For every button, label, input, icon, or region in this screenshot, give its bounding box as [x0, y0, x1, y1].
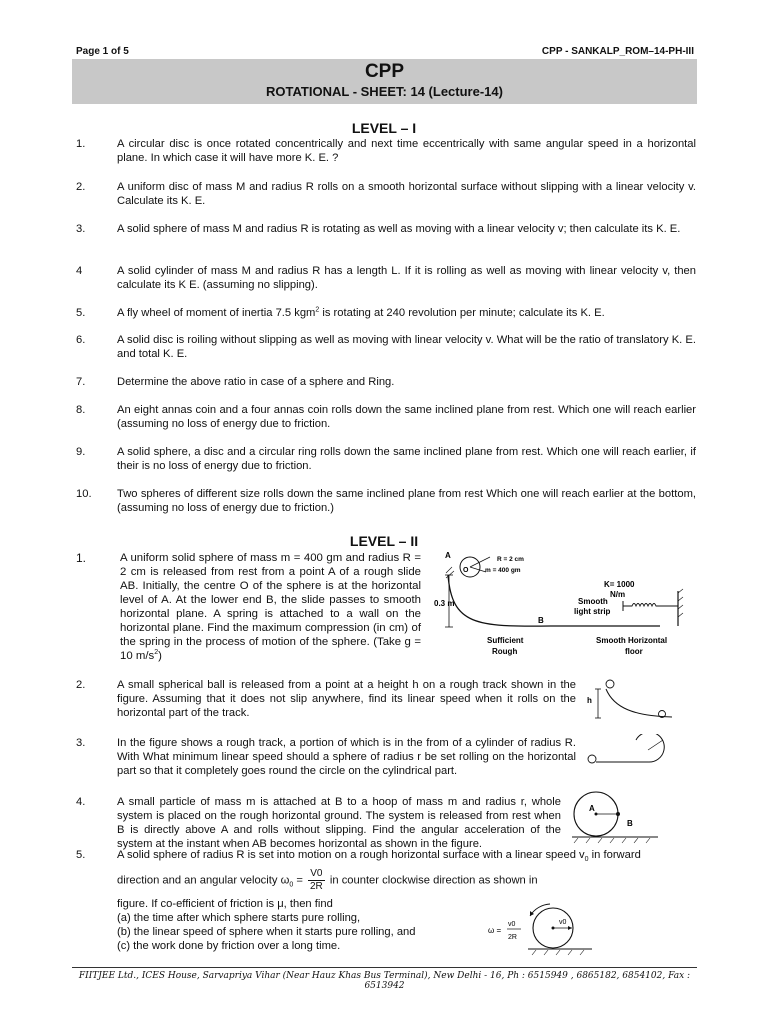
question-number: 2.: [76, 679, 86, 691]
label-floor-2: floor: [625, 647, 643, 656]
level-2-heading: LEVEL – II: [349, 533, 419, 549]
question-text: Two spheres of different size rolls down the same inclined plane from rest Which one will reach earlier at the bottom, (assuming no loss of energy due to friction.): [117, 488, 696, 514]
label-o: O: [463, 567, 469, 574]
question-l1-8: [76, 403, 696, 431]
track: [606, 689, 672, 717]
question-number: 3.: [76, 737, 86, 749]
part-b: (b) the linear speed of sphere when it starts pure rolling, and: [117, 926, 416, 938]
label-floor-1: Smooth Horizontal: [596, 636, 668, 645]
question-number: 2.: [76, 181, 86, 193]
question-l1-1: [76, 137, 696, 165]
question-l1-7: [76, 375, 696, 389]
sheet-code: CPP - SANKALP_ROM–14-PH-III: [541, 46, 694, 57]
question-text: A circular disc is once rotated concentrically and next time eccentrically with same angular speed in a horizontal plane. In which case it will have more K. E. ?: [117, 138, 696, 164]
question-number: 7.: [76, 376, 86, 388]
question-l2-4: [76, 795, 561, 851]
title-banner: [72, 59, 697, 104]
question-number: 1.: [76, 138, 86, 150]
question-l1-4: [76, 264, 696, 292]
question-text: A solid sphere of mass M and radius R is rotating as well as moving with a linear velocity v; then calculate its K. E.: [117, 223, 681, 235]
question-text: Determine the above ratio in case of a sphere and Ring.: [117, 376, 395, 388]
fraction-numerator: v0: [508, 921, 516, 928]
question-text: A small particle of mass m is attached at B to a hoop of mass m and radius r, whole system is placed on the rough horizontal ground. The system is released from rest when B is directly above A and rolls without slipping. Find the angular acceleration of the system at the instant when AB becomes horizontal as shown in the figure.: [117, 796, 561, 850]
question-text: A fly wheel of moment of inertia 7.5 kgm$^2$ is rotating at 240 revolution per minute; calculate its K. E.: [117, 306, 605, 319]
rolling-sphere-figure: [488, 900, 598, 960]
cylindrical-track-figure: [584, 734, 680, 770]
label-v0: v0: [559, 919, 567, 926]
page-title: CPP: [364, 61, 405, 82]
label-smooth-2: light strip: [574, 607, 611, 616]
part-c: (c) the work done by friction over a long time.: [117, 940, 341, 952]
question-number: 9.: [76, 446, 86, 458]
question-l1-10: [76, 487, 696, 515]
cylinder-arc: [636, 734, 664, 762]
question-l1-9: [76, 445, 696, 473]
question-l2-5: [76, 848, 696, 953]
question-number: 6.: [76, 334, 86, 346]
question-line-3: figure. If co-efficient of friction is μ, then find: [117, 898, 333, 910]
part-a: (a) the time after which sphere starts pure rolling,: [117, 912, 361, 924]
question-number: 5.: [76, 307, 86, 319]
label-a: A: [589, 804, 595, 813]
hoop-figure: [564, 790, 664, 845]
question-number: 8.: [76, 404, 86, 416]
question-line-1: A solid sphere of radius R is set into motion on a rough horizontal surface with a linear speed $v_0$ in forward: [117, 849, 641, 864]
fraction-denominator: 2R: [508, 934, 517, 941]
question-l2-3: [76, 736, 576, 778]
question-text: A small spherical ball is released from a point at a height h on a rough track shown in the figure. Assuming that it does not slip anywhere, find its linear speed when it rolls on the horizontal part of the track.: [117, 679, 576, 719]
question-text: A solid cylinder of mass M and radius R has a length L. If it is rolling as well as moving with linear velocity v, then calculate its K E. (assuming no slipping).: [117, 265, 696, 291]
question-text: A uniform disc of mass M and radius R rolls on a smooth horizontal surface without slipping with a linear velocity v. Calculate its K. E.: [117, 181, 696, 207]
question-number: 10.: [76, 488, 92, 500]
question-l1-2: [76, 180, 696, 208]
ball: [606, 680, 614, 688]
question-l1-3: [76, 222, 696, 236]
question-text: In the figure shows a rough track, a portion of which is in the from of a cylinder of radius R. With What minimum linear speed should a sphere of radius r be set rolling on the horizontal part so that it completely goes round the circle on the cylindrical part.: [117, 737, 576, 777]
spring: [623, 604, 678, 607]
slide-spring-figure: [428, 545, 693, 665]
question-l1-6: [76, 333, 696, 361]
question-number: 4.: [76, 796, 86, 808]
sphere: [588, 755, 596, 763]
question-number: 5.: [76, 849, 86, 861]
page-footer: FIITJEE Ltd., ICES House, Sarvapriya Vihar (Near Hauz Khas Bus Terminal), New Delhi - 16, Ph : 6515949 , 6865182, 6854102, Fax : 6513942: [72, 967, 697, 991]
label-smooth-1: Smooth: [578, 597, 608, 606]
label-mass: m = 400 gm: [485, 567, 521, 574]
question-l2-2: [76, 678, 576, 720]
label-a: A: [445, 551, 451, 560]
label-omega: ω =: [488, 926, 502, 935]
label-k-unit: N/m: [610, 590, 626, 599]
label-b: B: [538, 616, 544, 625]
page-number: Page 1 of 5: [76, 46, 129, 57]
label-radius: R = 2 cm: [497, 556, 524, 563]
fraction: $\frac{V0}{2R}$: [309, 868, 323, 892]
question-text: A uniform solid sphere of mass m = 400 gm and radius R = 2 cm is released from rest from a point A of a rough slide AB. Initially, the centre O of the sphere is at the horizontal level of A. At the lower end B, the slide passes to smooth horizontal plane. A spring is attached to a wall on the horizontal plane. Find the maximum compression (in cm) of the spring in the process of motion of the sphere. (Take g = 10 $m/s^2$): [120, 552, 421, 662]
label-rough-2: Rough: [492, 647, 518, 656]
question-l2-1: [76, 551, 421, 663]
label-h: h: [587, 696, 592, 705]
question-number: 1.: [76, 551, 87, 565]
label-height: 0.3 m: [434, 599, 455, 608]
page-subtitle: ROTATIONAL - SHEET: 14 (Lecture-14): [266, 84, 503, 99]
level-1-heading: LEVEL – I: [351, 120, 417, 136]
question-line-2: direction and an angular velocity $\omega_0$ = $\frac{V0}{2R}$ in counter clockwise direction as shown in: [117, 868, 538, 892]
label-b: B: [627, 819, 633, 828]
label-k: K= 1000: [604, 580, 635, 589]
question-number: 4: [76, 265, 83, 277]
question-number: 3.: [76, 223, 86, 235]
question-text: A solid disc is roiling without slipping as well as moving with linear velocity v. What will be the ratio of translatory K. E. and total K. E.: [117, 334, 696, 360]
label-rough-1: Sufficient: [487, 636, 524, 645]
question-text: A solid sphere, a disc and a circular ring rolls down the same inclined plane from rest. Which one will reach earlier, if their is no loss of energy due to friction.: [117, 446, 696, 472]
rough-track-figure: [584, 674, 676, 722]
question-l1-5: [76, 306, 696, 320]
question-text: An eight annas coin and a four annas coin rolls down the same inclined plane from rest. Which one will reach earlier (assuming no loss of energy due to friction.: [117, 404, 696, 430]
